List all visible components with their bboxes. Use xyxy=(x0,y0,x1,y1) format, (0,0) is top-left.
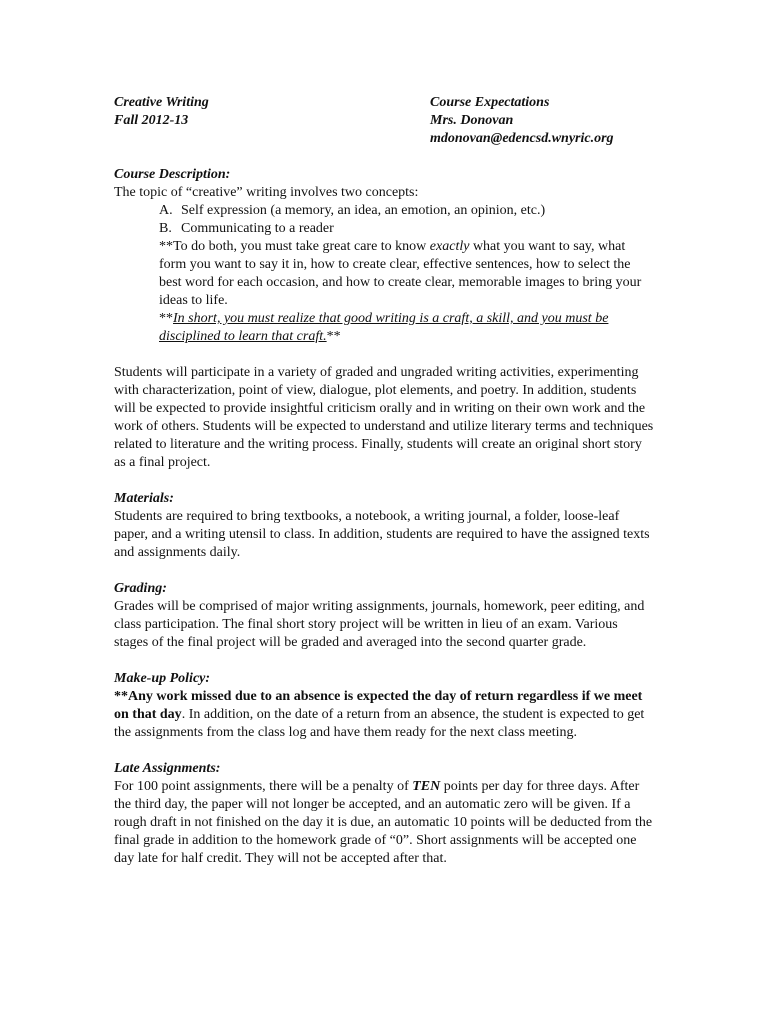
materials-heading: Materials: xyxy=(114,491,174,506)
grading-heading: Grading: xyxy=(114,581,167,596)
participation-paragraph: Students will participate in a variety of graded and ungraded writing activities, experimenting with characterization, point of view, dialogue, plot elements, and poetry. In addition, students will be expected to provide insightful criticism orally and in writing on their own work and the work of others. Students will be expected to understand and utilize literary terms and techniques related to literature and the writing process. Finally, students will create an original short story as a final project. xyxy=(114,365,654,470)
list-item xyxy=(114,220,654,238)
course-description-heading: Course Description: xyxy=(114,167,231,182)
course-title: Creative Writing xyxy=(114,95,209,110)
list-item xyxy=(114,202,654,220)
term: Fall 2012-13 xyxy=(114,113,189,128)
note-start: **To do both, you must take great care to know xyxy=(159,239,430,254)
document-body xyxy=(114,166,654,868)
document-title: Course Expectations xyxy=(430,95,550,110)
note-end: what you want to say, what form you want to say it in, how to create clear, effective sentences, how to select the best word for each occasion, and how to create clear, memorable images to bring your ideas to life. xyxy=(159,239,642,308)
makeup-rest: . In addition, on the date of a return from an absence, the student is expected to get the assignments from the class log and have them ready for the next class meeting. xyxy=(114,707,645,740)
list-item-letter: B. xyxy=(159,221,172,236)
list-item-letter: A. xyxy=(159,203,173,218)
grading-paragraph: Grades will be comprised of major writing assignments, journals, homework, peer editing, and class participation. The final short story project will be written in lieu of an exam. Various stages of the final project will be graded and averaged into the second quarter grade. xyxy=(114,599,645,650)
course-description-intro: The topic of “creative” writing involves two concepts: xyxy=(114,185,419,200)
late-emphasis: TEN xyxy=(412,779,441,794)
summary-prefix: ** xyxy=(159,311,173,326)
late-start: For 100 point assignments, there will be a penalty of xyxy=(114,779,413,794)
materials-paragraph: Students are required to bring textbooks, a notebook, a writing journal, a folder, loose-leaf paper, and a writing utensil to class. In addition, students are required to have the assigned texts and assignments daily. xyxy=(114,509,650,560)
makeup-bold: **Any work missed due to an absence is expected the day of return regardless if we meet on that day xyxy=(114,689,643,722)
list-item-text: Communicating to a reader xyxy=(181,221,334,236)
summary-underlined: In short, you must realize that good writing is a craft, a skill, and you must be disciplined to learn that craft. xyxy=(159,311,609,344)
teacher-email: mdonovan@edencsd.wnyric.org xyxy=(430,131,614,146)
makeup-paragraph xyxy=(114,688,654,742)
header-left xyxy=(114,94,209,130)
note-emphasis: exactly xyxy=(429,239,470,254)
makeup-heading: Make-up Policy: xyxy=(114,671,211,686)
late-heading: Late Assignments: xyxy=(114,761,221,776)
teacher-name: Mrs. Donovan xyxy=(430,113,514,128)
course-description-summary xyxy=(114,310,654,346)
late-paragraph xyxy=(114,778,654,868)
course-description-note xyxy=(114,238,654,310)
list-item-text: Self expression (a memory, an idea, an emotion, an opinion, etc.) xyxy=(181,203,546,218)
summary-suffix: ** xyxy=(326,329,341,344)
header-right xyxy=(430,94,614,148)
late-end: points per day for three days. After the third day, the paper will not longer be accepted, and an automatic zero will be given. If a rough draft in not finished on the day it is due, an automatic 10 points will be deducted from the final grade in addition to the homework grade of “0”. Short assignments will be accepted one day late for half credit. They will not be accepted after that. xyxy=(114,779,653,866)
